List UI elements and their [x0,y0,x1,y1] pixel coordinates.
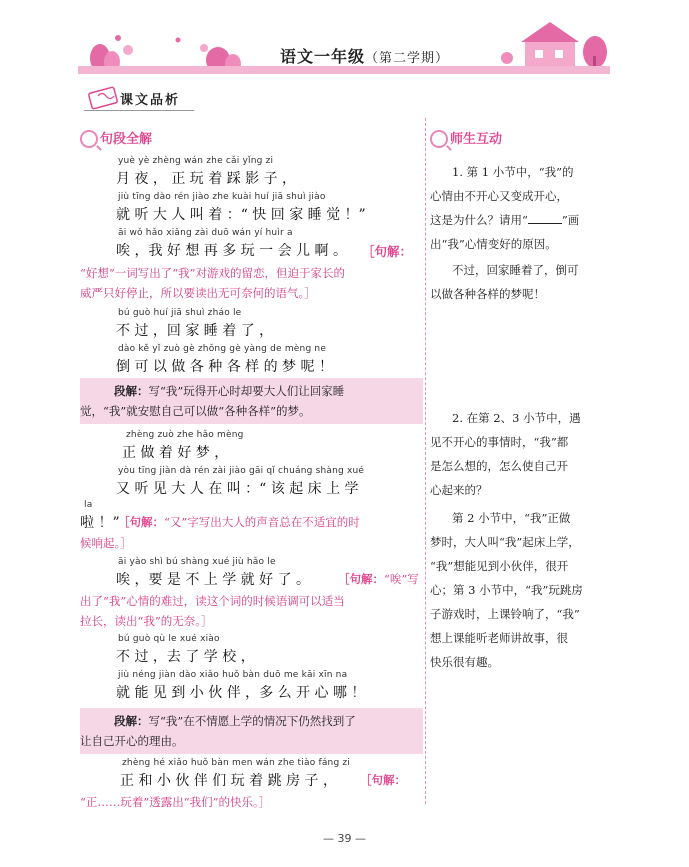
note-line: ［句解：“唉”写 [338,572,419,586]
note-line: ［句解：“又”字写出大人的声音总在不适宜的时 [118,515,360,529]
hanzi-line: 就 听 大 人 叫 着 ：“ 快 回 家 睡 觉 ！” [116,207,366,223]
passage-title-text: 句段全解 [100,132,153,147]
page-title-subtitle: （第二学期） [365,51,450,66]
section-underline [84,110,194,111]
page-number: — 39 — [323,832,366,845]
passage-column [80,116,423,816]
answer-line: 不过，回家睡着了，倒可 [452,263,579,277]
interaction-title-text: 师生互动 [450,132,503,147]
answer-line: 子游戏时，上课铃响了，“我” [430,607,580,621]
question-line: 出“我”心情变好的原因。 [430,237,557,251]
pinyin-line: āi yào shì bú shàng xué jiù hǎo le [118,557,276,567]
page-title-main: 语文一年级 [280,47,366,66]
pinyin-line: jiù néng jiàn dào xiǎo huǒ bàn duō me kāi xīn na [118,670,348,680]
hanzi-line: 月 夜 ， 正 玩 着 踩 影 子 ， [116,171,297,187]
answer-line: 快乐很有趣。 [430,655,499,669]
question-line: 这是为什么？请用“ ”画 [430,213,580,227]
magnifier-icon [80,130,98,148]
note-label: ［句解： [360,773,406,787]
hanzi-line: 正 和 小 伙 伴 们 玩 着 跳 房 子 ， [120,773,337,789]
hanzi-line: 不 过 ，去 了 学 校 ， [116,649,255,665]
note-label: ［句解： [362,244,413,259]
interaction-column-title [430,128,502,149]
hanzi-line: 唉 ，要 是 不 上 学 就 好 了 。 [116,572,311,588]
magnifier-icon [430,130,448,148]
section-label: 课文品析 [120,93,181,108]
answer-blank [528,213,562,224]
interaction-column [430,116,610,806]
note-text: 拉长，读出“我”的无奈。］ [80,614,213,628]
answer-line: 第 2 小节中，“我”正做 [452,511,571,525]
hanzi-line: 正 做 着 好 梦 ， [122,445,229,461]
pinyin-line: jiù tīng dào rén jiào zhe kuài huí jiā shuì jiào [118,192,326,202]
hanzi-line: 又 听 见 大 人 在 叫 ：“ 该 起 床 上 学 [116,481,359,497]
pinyin-line: bú guò qù le xué xiào [118,634,220,644]
note-text: “正……玩着”透露出“我们”的快乐。］ [80,795,271,809]
hanzi-line: 不 过 ，回 家 睡 着 了 ， [116,323,274,339]
note-text: 候响起。］ [80,536,132,550]
pinyin-line: āi wǒ hǎo xiǎng zài duō wán yí huìr a [118,228,293,238]
question-line: 是怎么想的，怎么使自己开 [430,459,568,473]
pinyin-line: yuè yè zhèng wán zhe cǎi yǐng zi [118,156,274,166]
paragraph-analysis-line: 让自己开心的理由。 [80,734,184,748]
pinyin-line: la [84,500,93,510]
pinyin-line: dào kě yǐ zuò gè zhǒng gè yàng de mèng ne [118,344,327,354]
pinyin-line: bú guò huí jiā shuì zháo le [118,308,242,318]
answer-line: 以做各种各样的梦呢！ [430,287,545,301]
pinyin-line: yòu tīng jiàn dà rén zài jiào gāi qǐ chuáng shàng xué [118,466,365,476]
note-text: 威严只好停止，所以要读出无可奈何的语气。］ [80,286,316,300]
answer-line: 梦时，大人叫“我”起床上学， [430,535,580,549]
pinyin-line: zhèng hé xiǎo huǒ bàn men wán zhe tiào fáng zi [122,758,351,768]
pinyin-line: zhèng zuò zhe hǎo mèng [126,430,244,440]
answer-line: “我”想能见到小伙伴，很开 [430,559,569,573]
question-line: 2. 在第 2、3 小节中，遇 [452,411,581,425]
header-house-decoration [495,8,615,74]
paragraph-analysis-line: 段解：写“我”在不情愿上学的情况下仍然找到了 [114,714,356,728]
hanzi-line: 唉 ，我 好 想 再 多 玩 一 会 儿 啊 。 [116,243,347,259]
header-bar [78,66,610,74]
note-text: 出了“我”心情的难过，读这个词的时候语调可以适当 [80,594,345,608]
column-divider [425,118,426,804]
paragraph-analysis-line: 段解：写“我”玩得开心时却要大人们让回家睡 [114,384,345,398]
question-line: 见不开心的事情时，“我”都 [430,435,569,449]
question-line: 1. 第 1 小节中，“我”的 [452,165,574,179]
page-title [280,44,449,67]
hanzi-line: 倒 可 以 做 各 种 各 样 的 梦 呢 ！ [116,359,333,375]
passage-column-title [80,128,152,149]
note-text: “好想”一词写出了“我”对游戏的留恋，但迫于家长的 [80,266,346,280]
question-line: 心起来的？ [430,483,488,497]
paragraph-analysis-line: 觉，“我”就安慰自己可以做“各种各样”的梦。 [80,404,311,418]
answer-line: 心；第 3 小节中，“我”玩跳房 [430,583,583,597]
question-line: 心情由不开心又变成开心， [430,189,568,203]
hanzi-line: 啦 ！” [80,515,120,531]
hanzi-line: 就 能 见 到 小 伙 伴 ，多 么 开 心 哪 ！ [116,685,366,701]
answer-line: 想上课能听老师讲故事，很 [430,631,568,645]
